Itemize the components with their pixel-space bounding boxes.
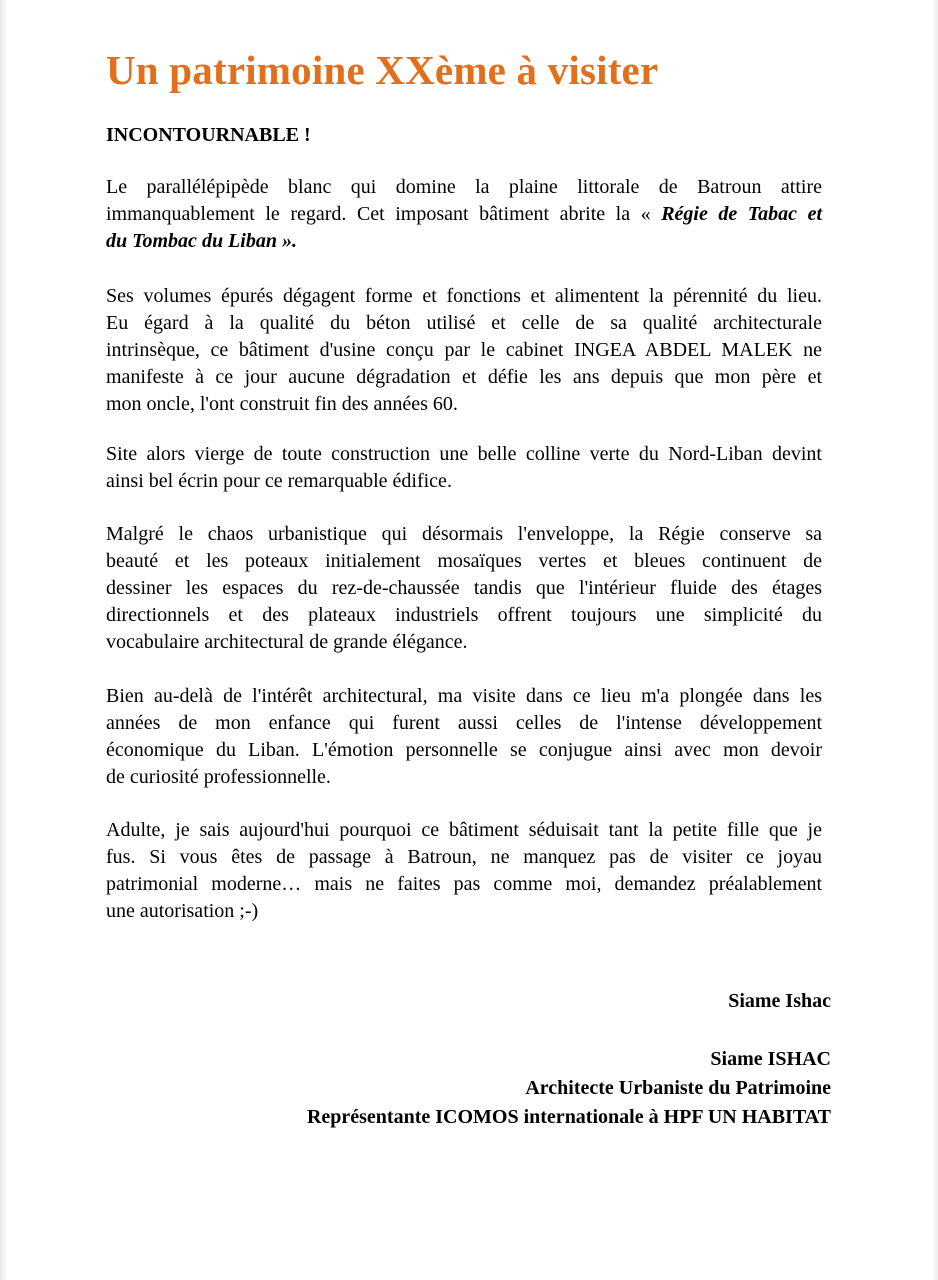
paragraph-line: intrinsèque, ce bâtiment d'usine conçu par le cabinet INGEA ABDEL MALEK ne (106, 339, 822, 361)
institution-name-part-1: Régie de Tabac et (661, 203, 822, 225)
paragraph-line (106, 228, 822, 255)
paragraph-line: Adulte, je sais aujourd'hui pourquoi ce bâtiment séduisait tant la petite fille que je (106, 819, 822, 841)
paragraph-site (106, 441, 822, 495)
paragraph-line: Eu égard à la qualité du béton utilisé et celle de sa qualité architecturale (106, 312, 822, 334)
paragraph-line: Le parallélépipède blanc qui domine la plaine littorale de Batroun attire (106, 176, 822, 198)
paragraph-line: Malgré le chaos urbanistique qui désormais l'enveloppe, la Régie conserve sa (106, 523, 822, 545)
paragraph-line: directionnels et des plateaux industriels offrent toujours une simplicité du (106, 604, 822, 626)
paragraph-line: de curiosité professionnelle. (106, 766, 331, 788)
signature-full-name: Siame ISHAC (710, 1048, 831, 1070)
paragraph-line: beauté et les poteaux initialement mosaïques vertes et bleues continuent de (106, 550, 822, 572)
subheading: INCONTOURNABLE ! (106, 124, 311, 146)
signature-role: Architecte Urbaniste du Patrimoine (525, 1077, 831, 1099)
paragraph-line (106, 201, 822, 228)
paragraph-line: mon oncle, l'ont construit fin des années 60. (106, 393, 458, 415)
paragraph-line: Site alors vierge de toute construction une belle colline verte du Nord-Liban devint (106, 443, 822, 465)
page-title: Un patrimoine XXème à visiter (106, 47, 659, 93)
paragraph-chaos (106, 521, 822, 656)
paragraph-line: une autorisation ;-) (106, 900, 259, 922)
paragraph-intro (106, 174, 822, 255)
paragraph-line: patrimonial moderne… mais ne faites pas comme moi, demandez préalablement (106, 873, 822, 895)
paragraph-line: Ses volumes épurés dégagent forme et fonctions et alimentent la pérennité du lieu. (106, 285, 822, 307)
paragraph-line: années de mon enfance qui furent aussi celles de l'intense développement (106, 712, 822, 734)
paragraph-text: immanquablement le regard. Cet imposant bâtiment abrite la « (106, 203, 662, 225)
institution-name-part-2: du Tombac du Liban ». (106, 230, 297, 252)
signature-short-name: Siame Ishac (728, 990, 831, 1012)
paragraph-conclusion (106, 817, 822, 925)
paragraph-line: économique du Liban. L'émotion personnelle se conjugue ainsi avec mon devoir (106, 739, 822, 761)
paragraph-line: manifeste à ce jour aucune dégradation et défie les ans depuis que mon père et (106, 366, 822, 388)
paragraph-architecture (106, 283, 822, 418)
signature-affiliation: Représentante ICOMOS internationale à HPF UN HABITAT (306, 1106, 831, 1128)
paragraph-line: Bien au-delà de l'intérêt architectural, ma visite dans ce lieu m'a plongée dans les (106, 685, 822, 707)
paragraph-childhood (106, 683, 822, 791)
paragraph-line: ainsi bel écrin pour ce remarquable édifice. (106, 470, 452, 492)
paragraph-line: dessiner les espaces du rez-de-chaussée tandis que l'intérieur fluide des étages (106, 577, 822, 599)
paragraph-line: vocabulaire architectural de grande élégance. (106, 631, 468, 653)
paragraph-line: fus. Si vous êtes de passage à Batroun, ne manquez pas de visiter ce joyau (106, 846, 822, 868)
